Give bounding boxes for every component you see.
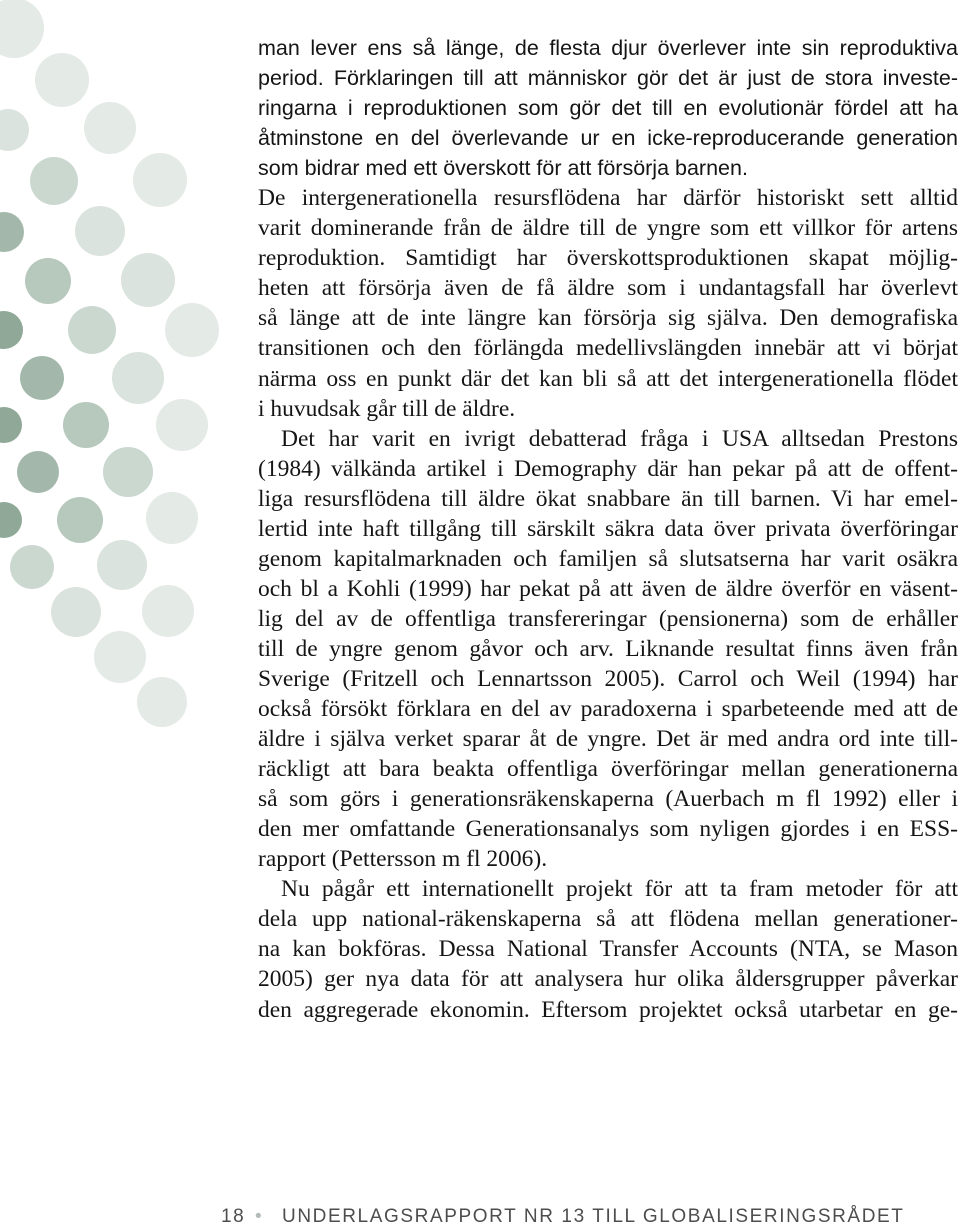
text-line: (1984) välkända artikel i Demography där han pekar på att de offent- (258, 455, 958, 482)
decorative-dot (51, 587, 101, 637)
decorative-dot (68, 306, 116, 354)
decorative-dot (0, 212, 24, 252)
text-line: varit dominerande från de äldre till de yngre som ett villkor för artens (258, 215, 958, 242)
text-line: rapport (Pettersson m fl 2006). (258, 846, 548, 873)
running-title: UNDERLAGSRAPPORT NR 13 TILL GLOBALISERINGSRÅDET (282, 1206, 905, 1226)
text-line: som bidrar med ett överskott för att försörja barnen. (258, 156, 748, 181)
text-line: De intergenerationella resursflödena har därför historiskt sett alltid (258, 185, 958, 212)
text-line: na kan bokföras. Dessa National Transfer Accounts (NTA, se Mason (258, 936, 958, 963)
decorative-dot (0, 0, 44, 58)
text-line: i huvudsak går till de äldre. (258, 395, 516, 422)
paragraph-continuation (258, 33, 958, 183)
paragraph (258, 183, 958, 423)
decorative-dot (10, 545, 54, 589)
text-line: dela upp national-räkenskaperna så att flödena mellan generationer- (258, 906, 958, 933)
paragraph (258, 424, 958, 875)
text-line: heten att försörja även de få äldre som i undantagsfall har överlevt (258, 275, 958, 302)
paragraph (258, 874, 958, 1024)
text-line: period. Förklaringen till att människor gör det är just de stora investe- (258, 66, 958, 91)
text-line: ringarna i reproduktionen som gör det till en evolutionär fördel att ha (258, 96, 958, 121)
decorative-dot (20, 356, 64, 400)
decorative-dot (137, 677, 187, 727)
text-line: också försökt förklara en del av paradoxerna i sparbeteende med att de (258, 696, 958, 723)
decorative-dot (121, 253, 175, 307)
text-line: så som görs i generationsräkenskaperna (Auerbach m fl 1992) eller i (258, 786, 958, 813)
text-line: Nu pågår ett internationellt projekt för att ta fram metoder för att (281, 876, 958, 903)
decorative-dot (57, 497, 103, 543)
bullet-separator: • (255, 1206, 262, 1226)
decorative-dot (0, 109, 29, 151)
decorative-dot (63, 402, 109, 448)
text-line: lig del av de offentliga transfereringar (pensionerna) som de erhåller (258, 605, 958, 632)
text-line: Sverige (Fritzell och Lennartsson 2005). Carrol och Weil (1994) har (258, 665, 958, 692)
text-line: liga resursflödena till äldre ökat snabbare än till barnen. Vi har emel- (258, 485, 958, 512)
page-footer (0, 1204, 960, 1226)
decorative-dot-pattern (0, 0, 232, 740)
page-number: 18 (221, 1206, 246, 1226)
decorative-dot (165, 303, 219, 357)
text-line: reproduktion. Samtidigt har överskottsproduktionen skapat möjlig- (258, 245, 958, 272)
decorative-dot (75, 206, 125, 256)
text-line: så länge att de inte längre kan försörja sig själva. Den demografiska (258, 305, 958, 332)
decorative-dot (0, 502, 22, 538)
decorative-dot (0, 311, 23, 349)
text-line: man lever ens så länge, de flesta djur överlever inte sin reproduktiva (258, 36, 958, 60)
text-line: genom kapitalmarknaden och familjen så slutsatserna har varit osäkra (258, 545, 958, 572)
decorative-dot (17, 451, 59, 493)
text-line: och bl a Kohli (1999) har pekat på att även de äldre överför en väsent- (258, 575, 958, 602)
decorative-dot (97, 540, 147, 590)
text-line: 2005) ger nya data för att analysera hur olika åldersgrupper påverkar (258, 966, 958, 993)
decorative-dot (133, 153, 187, 207)
decorative-dot (94, 631, 146, 683)
text-line: transitionen och den förlängda medellivslängden innebär att vi börjat (258, 335, 958, 362)
decorative-dot (84, 102, 136, 154)
decorative-dot (142, 585, 194, 637)
text-line: närma oss en punkt där det kan bli så att det intergenerationella flödet (258, 365, 958, 392)
decorative-dot (112, 352, 164, 404)
decorative-dot (103, 447, 153, 497)
decorative-dot (25, 258, 71, 304)
text-line: åtminstone en del överlevande ur en icke-reproducerande generation (258, 126, 958, 151)
decorative-dot (0, 407, 22, 443)
decorative-dot (156, 399, 208, 451)
text-line: till de yngre genom gåvor och arv. Liknande resultat finns även från (258, 635, 958, 662)
text-line: äldre i själva verket sparar åt de yngre. Det är med andra ord inte till- (258, 726, 958, 753)
decorative-dot (30, 157, 78, 205)
text-line: den mer omfattande Generationsanalys som nyligen gjordes i en ESS- (258, 816, 958, 843)
decorative-dot (146, 492, 198, 544)
text-line: den aggregerade ekonomin. Eftersom projektet också utarbetar en ge- (258, 996, 958, 1023)
text-line: räckligt att bara beakta offentliga överföringar mellan generationerna (258, 756, 958, 783)
text-line: lertid inte haft tillgång till särskilt säkra data över privata överföringar (258, 515, 958, 542)
decorative-dot (35, 53, 89, 107)
text-line: Det har varit en ivrigt debatterad fråga i USA alltsedan Prestons (281, 425, 958, 452)
body-text (258, 33, 958, 1025)
